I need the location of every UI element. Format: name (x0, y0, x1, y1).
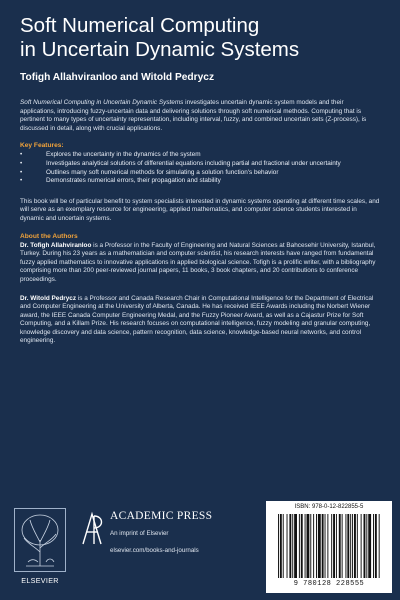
barcode-bar (327, 514, 328, 578)
author1-bio (20, 242, 380, 285)
barcode-bar (292, 514, 293, 578)
barcode-bar (318, 514, 321, 578)
key-feature-item: • Outlines many soft numerical methods for simulating a solution function's behavior (20, 169, 380, 178)
audience-paragraph: This book will be of particular benefit to system specialists interested in dynamic systems operating at different time scales, and will serve as an exemplary resource for engineering, applied mathematics, and computer science students interested in dynamic and uncertain systems. (20, 197, 380, 222)
author1-bio-text: is a Professor in the Faculty of Engineering and Natural Sciences at Bahcesehir University, Istanbul, Turkey. During his 23 years as a mathematician and computer scientist, his research interests have ranged from fundamental fuzzy applied mathematics to innovative applications in applied biological science. Tofigh is a prolific writer, with a bibliography comprising more than 200 peer-reviewed journal papers, 11 books, 3 book chapters, and 20 contributions to conference proceedings. (20, 241, 376, 283)
barcode-bar (280, 514, 282, 578)
barcode-bar (299, 514, 300, 578)
barcode-bar (289, 514, 291, 578)
barcode-bar (307, 514, 310, 578)
barcode-bar (310, 514, 311, 578)
book-title (20, 14, 380, 62)
key-features-list (20, 151, 380, 185)
elsevier-tree-icon (18, 512, 62, 568)
barcode-bar (364, 514, 366, 578)
author2-name: Dr. Witold Pedrycz (20, 294, 77, 302)
barcode-bar (301, 514, 303, 578)
academic-press-logo-icon (80, 508, 106, 548)
barcode-bar (368, 514, 371, 578)
barcode-bar (313, 514, 314, 578)
key-feature-item: • Explores the uncertainty in the dynamics of the system (20, 151, 380, 160)
key-features-heading: Key Features: (20, 142, 64, 150)
barcode-bar (287, 514, 288, 578)
barcode-bar (361, 514, 362, 578)
barcode-number: 9 780128 228555 (293, 580, 365, 588)
barcode-bar (342, 514, 343, 578)
barcode-bar (325, 514, 326, 578)
barcode-bar (379, 514, 380, 578)
elsevier-wordmark: ELSEVIER (21, 576, 59, 585)
author2-bio (20, 295, 380, 347)
about-authors-heading: About the Authors (20, 232, 78, 240)
barcode-bar (357, 514, 358, 578)
barcode-bar (339, 514, 341, 578)
isbn-label: ISBN: 978-0-12-822855-5 (294, 504, 364, 510)
publisher-footer (0, 498, 400, 600)
publisher-website[interactable]: elsevier.com/books-and-journals (110, 547, 199, 554)
intro-text: investigates uncertain dynamic system models and their applications, introducing fuzzy-uncertain data and delivering solutions through soft numerical methods. Computing that is pertinent to many types of uncertainty representation, including interval, fuzzy, and combined uncertain sets (Z-process), is discussed in detail, along with crucial applications. (20, 99, 367, 132)
barcode-bar (366, 514, 367, 578)
barcode-bar (347, 514, 349, 578)
author2-bio-text: is a Professor and Canada Research Chair in Computational Intelligence for the Department of Electrical and Computer Engineering at the University of Alberta, Canada. He has received IEEE Awards including the Norbert Wiener award, the IEEE Canada Computer Engineering Medal, and the Fuzzy Pioneer Award, as well as a Cajastur Prize for Soft Computing, and a Killam Prize. His research focuses on computational intelligence, fuzzy modeling and granular computing, knowledge discovery and data science, pattern recognition, data science, knowledge-based neural networks, and control engineering. (20, 294, 374, 345)
barcode-bar (373, 514, 374, 578)
publisher-name: ACADEMIC PRESS (110, 510, 213, 522)
book-authors: Tofigh Allahviranloo and Witold Pedrycz (20, 72, 215, 83)
author1-name: Dr. Tofigh Allahviranloo (20, 241, 92, 249)
publisher-imprint: An imprint of Elsevier (110, 530, 169, 537)
barcode-bar (352, 514, 353, 578)
key-feature-item: • Demonstrates numerical errors, their propagation and stability (20, 177, 380, 186)
barcode-bar (375, 514, 377, 578)
barcode-bar (283, 514, 284, 578)
barcode-bar (305, 514, 306, 578)
barcode-bar (333, 514, 335, 578)
barcode-bar (354, 514, 356, 578)
barcode-bars (276, 514, 382, 578)
barcode-bar (322, 514, 324, 578)
title-line-1: Soft Numerical Computing (20, 14, 260, 37)
barcode-bar (316, 514, 317, 578)
intro-title-italic: Soft Numerical Computing in Uncertain Dynamic Systems (20, 99, 184, 106)
intro-paragraph (20, 99, 380, 133)
key-feature-item: • Investigates analytical solutions of differential equations including partial and fractional under uncertainty (20, 160, 380, 169)
barcode-bar (345, 514, 346, 578)
barcode-bar (350, 514, 351, 578)
barcode-bar (278, 514, 279, 578)
barcode-panel (266, 501, 392, 593)
title-line-2: in Uncertain Dynamic Systems (20, 38, 300, 61)
elsevier-tree-logo-icon (14, 508, 66, 572)
barcode-bar (294, 514, 297, 578)
barcode-bar (331, 514, 332, 578)
barcode-bar (336, 514, 337, 578)
